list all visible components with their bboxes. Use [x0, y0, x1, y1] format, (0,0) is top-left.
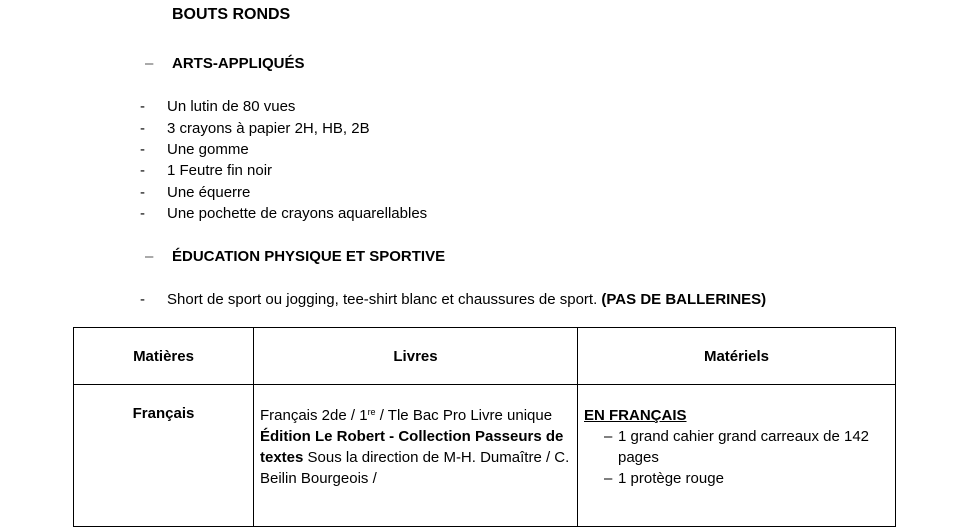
list-bullet: -	[140, 162, 145, 179]
section-dash: –	[145, 55, 154, 72]
section-heading-cut: BOUTS RONDS	[172, 6, 291, 23]
section-title-arts: ARTS-APPLIQUÉS	[172, 55, 305, 72]
list-item: Un lutin de 80 vues	[167, 98, 296, 115]
list-item: 1 Feutre fin noir	[167, 162, 273, 179]
materials-title: EN FRANÇAIS	[584, 407, 687, 424]
table-row	[74, 385, 896, 527]
section-title-eps: ÉDUCATION PHYSIQUE ET SPORTIVE	[172, 248, 446, 265]
materials-item	[584, 426, 889, 468]
list-item: 3 crayons à papier 2H, HB, 2B	[167, 120, 370, 137]
list-bullet: -	[140, 184, 145, 201]
books-superscript: re	[367, 407, 376, 417]
materials-item-text: 1 protège rouge	[618, 470, 724, 487]
books-text: / Tle Bac Pro Livre unique	[375, 407, 553, 424]
materials-item	[584, 468, 889, 489]
list-bullet: -	[140, 291, 145, 308]
list-item-eps	[167, 291, 766, 308]
column-header-materials: Matériels	[578, 328, 896, 385]
subject-cell: Français	[74, 385, 254, 527]
supplies-table	[73, 327, 896, 527]
materials-cell	[578, 385, 896, 527]
list-bullet: -	[140, 120, 145, 137]
books-text: Français 2de / 1	[260, 407, 368, 424]
materials-dash: –	[604, 470, 613, 487]
materials-dash: –	[604, 428, 613, 445]
eps-item-note: (PAS DE BALLERINES)	[601, 291, 767, 308]
section-dash: –	[145, 248, 154, 265]
list-item: Une pochette de crayons aquarellables	[167, 205, 428, 222]
materials-item-text: 1 grand cahier grand carreaux de 142 pages	[618, 428, 870, 466]
books-text: Sous la direction de M-H. Dumaître / C. Beilin Bourgeois /	[260, 449, 570, 487]
column-header-books: Livres	[254, 328, 578, 385]
list-bullet: -	[140, 141, 145, 158]
table-header-row	[74, 328, 896, 385]
column-header-subjects: Matières	[74, 328, 254, 385]
list-bullet: -	[140, 98, 145, 115]
eps-item-text: Short de sport ou jogging, tee-shirt blanc et chaussures de sport.	[167, 291, 598, 308]
list-item: Une gomme	[167, 141, 249, 158]
list-item: Une équerre	[167, 184, 251, 201]
list-bullet: -	[140, 205, 145, 222]
books-publisher: Édition Le Robert - Collection Passeurs de textes	[260, 428, 564, 466]
books-cell	[254, 385, 578, 527]
